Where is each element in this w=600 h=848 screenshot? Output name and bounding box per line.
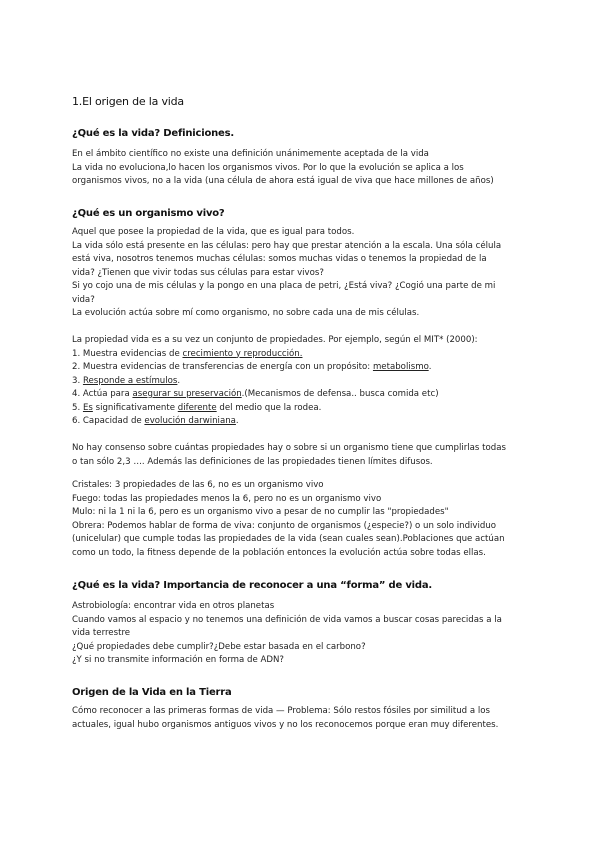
paragraph: [72, 705, 532, 732]
property-item: 4. Actúa para asegurar su preservación.(Mecanismos de defensa.. busca comida etc): [72, 389, 439, 399]
text-line: Cuando vamos al espacio y no tenemos una definición de vida vamos a buscar cosas parecidas a la: [72, 614, 502, 625]
text-line: está viva, nosotros tenemos muchas células: somos muchas vidas o tenemos la propiedad de la: [72, 254, 487, 264]
paragraph: [72, 600, 532, 668]
text-line: ¿Qué propiedades debe cumplir?¿Debe estar basada en el carbono?: [72, 641, 366, 652]
text-line: La vida sólo está presente en las células: pero hay que prestar atención a la escala. Una sóla célula: [72, 240, 502, 251]
text-line: En el ámbito científico no existe una definición unánimemente aceptada de la vida: [72, 149, 429, 159]
text-line: No hay consenso sobre cuántas propiedades hay o sobre si un organismo tiene que cumplirlas todas: [72, 443, 506, 453]
underlined-term: metabolismo: [372, 362, 429, 372]
text-line: Mulo: ni la 1 ni la 6, pero es un organismo vivo a pesar de no cumplir las "propiedades": [72, 507, 449, 517]
text-line: Si yo cojo una de mis células y la pongo en una placa de petri, ¿Está viva? ¿Cogió una parte de mi: [72, 281, 496, 291]
text-line: La evolución actúa sobre mí como organismo, no sobre cada una de mis células.: [72, 308, 420, 318]
text-line: Cristales: 3 propiedades de las 6, no es un organismo vivo: [72, 480, 324, 490]
text-line: Aquel que posee la propiedad de la vida, que es igual para todos.: [72, 227, 355, 237]
text-line: como un todo, la fitness depende de la población entonces la evolución actúa sobre todas ellas.: [72, 547, 486, 558]
text-line: vida terrestre: [72, 628, 131, 638]
section-heading-origen-tierra: Origen de la Vida en la Tierra: [72, 687, 232, 698]
underlined-term: Es: [82, 402, 93, 413]
text-line: Fuego: todas las propiedades menos la 6, pero no es un organismo vivo: [72, 493, 382, 504]
text-line: Astrobiología: encontrar vida en otros planetas: [72, 601, 275, 611]
paragraph: [72, 442, 532, 469]
section-heading-forma-de-vida: ¿Qué es la vida? Importancia de reconocer a una “forma” de vida.: [72, 580, 432, 591]
section-heading-organismo-vivo: ¿Qué es un organismo vivo?: [72, 208, 225, 219]
text-line: Obrera: Podemos hablar de forma de viva: conjunto de organismos (¿especie?) o un solo individuo: [72, 520, 497, 531]
underlined-term: Responde a estímulos: [82, 375, 178, 386]
text-line: La propiedad vida es a su vez un conjunto de propiedades. Por ejemplo, según el MIT* (2000):: [72, 335, 478, 345]
paragraph: [72, 226, 532, 321]
property-item: 3. Responde a estímulos.: [72, 375, 181, 386]
property-item: 1. Muestra evidencias de crecimiento y reproducción.: [72, 348, 303, 359]
page-title: 1.El origen de la vida: [72, 95, 184, 108]
properties-block: [72, 334, 532, 429]
underlined-term: asegurar su preservación: [132, 389, 242, 399]
underlined-term: crecimiento y reproducción.: [182, 348, 303, 359]
text-line: (unicelular) que cumple todas las propiedades de la vida (sean cuales sean).Poblaciones que actúan: [72, 534, 505, 544]
text-line: actuales, igual hubo organismos antiguos vivos y no los reconocemos porque eran muy diferentes.: [72, 719, 499, 730]
property-item: 2. Muestra evidencias de transferencias de energía con un propósito: metabolismo.: [72, 362, 432, 372]
property-item: 6. Capacidad de evolución darwiniana.: [72, 416, 239, 426]
text-line: vida? ¿Tienen que vivir todas sus células para estar vivos?: [72, 267, 324, 278]
text-line: La vida no evoluciona,lo hacen los organismos vivos. Por lo que la evolución se aplica a los: [72, 162, 464, 173]
paragraph: [72, 479, 532, 560]
text-line: vida?: [72, 294, 95, 305]
property-item: 5. Es significativamente diferente del medio que la rodea.: [72, 402, 322, 413]
underlined-term: diferente: [177, 402, 217, 413]
text-line: o tan sólo 2,3 …. Además las definiciones de las propiedades tienen límites difusos.: [72, 456, 433, 467]
section-heading-definiciones: ¿Qué es la vida? Definiciones.: [72, 128, 234, 139]
text-line: ¿Y si no transmite información en forma de ADN?: [72, 655, 284, 665]
paragraph: [72, 148, 532, 189]
underlined-term: evolución darwiniana: [144, 416, 236, 426]
text-line: organismos vivos, no a la vida (una célula de ahora está igual de viva que hace millones de años): [72, 176, 494, 186]
text-line: Cómo reconocer a las primeras formas de vida — Problema: Sólo restos fósiles por similitud a los: [72, 706, 490, 716]
